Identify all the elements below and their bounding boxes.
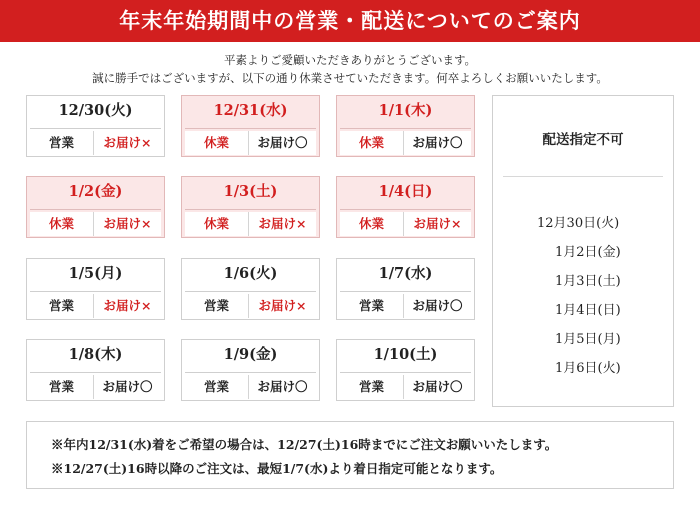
business-status: 休業 bbox=[340, 212, 404, 236]
calendar-status-row bbox=[185, 210, 316, 236]
delivery-status: お届け× bbox=[404, 212, 471, 236]
calendar-day-card bbox=[181, 95, 320, 157]
calendar-date: 1/10(土) bbox=[340, 340, 471, 373]
delivery-status: お届け〇 bbox=[249, 375, 316, 399]
calendar-status-row bbox=[185, 129, 316, 155]
no-delivery-title: 配送指定不可 bbox=[542, 132, 624, 148]
calendar-status-row bbox=[30, 210, 161, 236]
no-delivery-date: 1月3日(土) bbox=[555, 274, 621, 289]
delivery-status: お届け〇 bbox=[404, 294, 471, 318]
calendar-status-row bbox=[340, 292, 471, 318]
calendar-status-row bbox=[340, 210, 471, 236]
business-status: 休業 bbox=[185, 212, 249, 236]
business-status: 営業 bbox=[30, 294, 94, 318]
calendar-date: 1/3(土) bbox=[185, 177, 316, 210]
calendar-day-card bbox=[26, 258, 165, 320]
no-delivery-date: 12月30日(火) bbox=[537, 216, 620, 231]
calendar-day-card bbox=[26, 339, 165, 401]
calendar-status-row bbox=[30, 129, 161, 155]
calendar-day-card bbox=[336, 95, 475, 157]
business-status: 営業 bbox=[340, 375, 404, 399]
notice-line-1: ※年内12/31(水)着をご希望の場合は、12/27(土)16時までにご注文お願いいたします。 bbox=[51, 437, 558, 452]
no-delivery-date: 1月4日(日) bbox=[555, 303, 621, 318]
business-status: 営業 bbox=[185, 375, 249, 399]
calendar-status-row bbox=[340, 373, 471, 399]
no-delivery-date-panel bbox=[492, 95, 674, 407]
delivery-status: お届け〇 bbox=[404, 375, 471, 399]
business-status: 休業 bbox=[30, 212, 94, 236]
calendar-date: 1/1(木) bbox=[340, 96, 471, 129]
notice-line-2: ※12/27(土)16時以降のご注文は、最短1/7(水)より着日指定可能となります。 bbox=[51, 461, 503, 476]
calendar-date: 12/30(火) bbox=[30, 96, 161, 129]
calendar-day-card bbox=[336, 339, 475, 401]
delivery-status: お届け〇 bbox=[249, 131, 316, 155]
calendar-date: 1/9(金) bbox=[185, 340, 316, 373]
delivery-status: お届け× bbox=[94, 294, 161, 318]
intro-line-1: 平素よりご愛顧いただきありがとうございます。 bbox=[223, 53, 477, 67]
business-status: 営業 bbox=[340, 294, 404, 318]
delivery-status: お届け× bbox=[249, 294, 316, 318]
no-delivery-date: 1月2日(金) bbox=[555, 245, 621, 260]
calendar-status-row bbox=[340, 129, 471, 155]
calendar-day-card bbox=[336, 176, 475, 238]
delivery-status: お届け× bbox=[94, 131, 161, 155]
calendar-date: 1/2(金) bbox=[30, 177, 161, 210]
calendar-day-card bbox=[181, 176, 320, 238]
calendar-date: 1/5(月) bbox=[30, 259, 161, 292]
calendar-status-row bbox=[185, 292, 316, 318]
no-delivery-date: 1月5日(月) bbox=[555, 332, 621, 347]
business-status: 営業 bbox=[30, 375, 94, 399]
business-status: 営業 bbox=[185, 294, 249, 318]
calendar-date: 1/4(日) bbox=[340, 177, 471, 210]
calendar-day-card bbox=[26, 95, 165, 157]
divider bbox=[503, 176, 663, 177]
notice-box bbox=[26, 421, 674, 489]
no-delivery-date: 1月6日(火) bbox=[555, 361, 621, 376]
calendar-day-card bbox=[181, 258, 320, 320]
calendar-status-row bbox=[30, 292, 161, 318]
calendar-date: 1/7(水) bbox=[340, 259, 471, 292]
calendar-date: 1/6(火) bbox=[185, 259, 316, 292]
calendar-day-card bbox=[336, 258, 475, 320]
delivery-status: お届け〇 bbox=[94, 375, 161, 399]
calendar-day-card bbox=[181, 339, 320, 401]
page-title-banner: 年末年始期間中の営業・配送についてのご案内 bbox=[0, 0, 700, 42]
calendar-status-row bbox=[30, 373, 161, 399]
delivery-status: お届け× bbox=[94, 212, 161, 236]
business-status: 休業 bbox=[340, 131, 404, 155]
intro-line-2: 誠に勝手ではございますが、以下の通り休業させていただきます。何卒よろしくお願いいたします。 bbox=[92, 71, 608, 85]
calendar-date: 1/8(木) bbox=[30, 340, 161, 373]
business-status: 休業 bbox=[185, 131, 249, 155]
calendar-status-row bbox=[185, 373, 316, 399]
business-status: 営業 bbox=[30, 131, 94, 155]
calendar-day-card bbox=[26, 176, 165, 238]
delivery-status: お届け× bbox=[249, 212, 316, 236]
calendar-date: 12/31(水) bbox=[185, 96, 316, 129]
delivery-status: お届け〇 bbox=[404, 131, 471, 155]
